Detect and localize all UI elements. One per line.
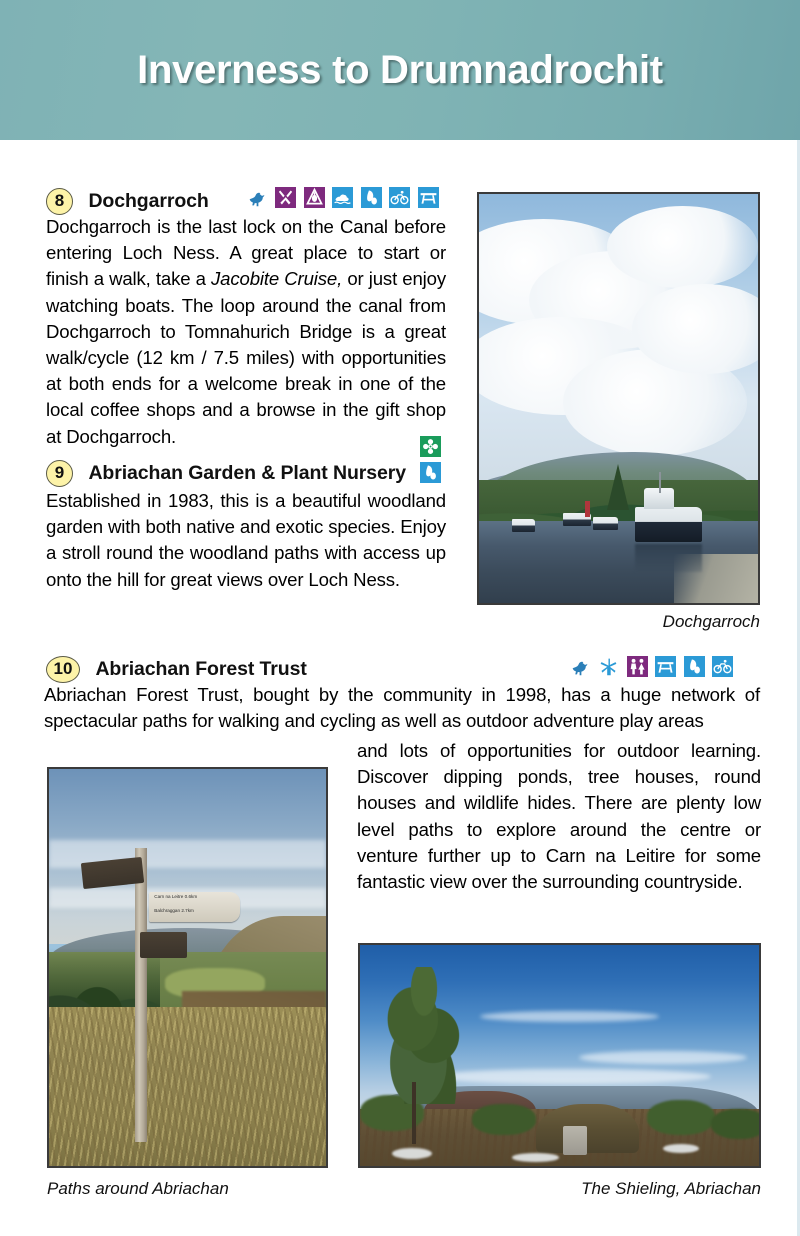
signpost-text-line1: Carn na Leitre 0.6km — [154, 894, 198, 900]
bird-icon — [247, 187, 268, 208]
entry-10-body-wrap-text: and lots of opportunities for outdoor learning. Discover dipping ponds, tree houses, round houses and wildlife hides. There are plenty low level paths to explore around the centre or venture further up to Carn na Leitire for some fantastic view over the surrounding countryside. — [357, 740, 761, 893]
walking-icon — [420, 462, 441, 483]
moored-boat — [512, 519, 534, 532]
red-sail — [585, 501, 590, 517]
snow-patch — [512, 1153, 560, 1162]
page-header — [0, 0, 800, 140]
bird-icon — [570, 656, 591, 677]
entry-10-heading — [46, 656, 307, 683]
entry-10-body-text: Abriachan Forest Trust, bought by the community in 1998, has a huge network of spectacular paths for walking and cycling as well as outdoor adventure play areas — [44, 684, 760, 732]
scrub — [472, 1104, 536, 1135]
cycling-icon — [389, 187, 410, 208]
signpost-caption: Paths around Abriachan — [47, 1179, 229, 1198]
signpost-photo — [47, 767, 328, 1168]
entry-9-body-text: Established in 1983, this is a beautiful woodland garden with both native and exotic species. Enjoy a stroll round the woodland paths with access up onto the hill for great views over Loch Ness. — [46, 490, 446, 590]
signpost-text-line2: Balchraggan 2.7km — [154, 907, 194, 913]
entry-8-body-italic: Jacobite Cruise, — [211, 268, 343, 290]
play-area-icon — [598, 656, 619, 677]
boat-mast — [659, 472, 661, 492]
scrub — [647, 1100, 715, 1135]
picnic-site-icon — [304, 187, 325, 208]
walking-icon — [361, 187, 382, 208]
entry-8-title: Dochgarroch — [88, 190, 209, 212]
entry-10-icon-row — [567, 656, 733, 677]
garden-icon — [420, 436, 441, 457]
entry-8-number-badge: 8 — [46, 188, 73, 215]
conifer — [607, 464, 629, 510]
entry-9-number-badge: 9 — [46, 460, 73, 487]
shieling-door — [563, 1126, 587, 1155]
entry-8-icon-row — [244, 187, 439, 208]
entry-9-title: Abriachan Garden & Plant Nursery — [88, 462, 407, 484]
entry-10-title: Abriachan Forest Trust — [95, 658, 307, 680]
entry-9-heading — [46, 460, 406, 487]
toilets-icon — [627, 656, 648, 677]
boat-reflection — [635, 544, 702, 573]
boat-trip-icon — [332, 187, 353, 208]
scrub — [711, 1109, 761, 1140]
pine-tree — [368, 967, 480, 1104]
picnic-table-icon — [655, 656, 676, 677]
snow-patch — [663, 1144, 699, 1153]
dochgarroch-photo — [477, 192, 760, 605]
turf-shieling — [536, 1104, 640, 1153]
shieling-caption: The Shieling, Abriachan — [581, 1179, 761, 1198]
entry-8-body-part-1: Dochgarroch is the last lock on the Canal before entering Loch Ness. A great place to start or finish a walk, take a — [46, 216, 446, 290]
entry-10-body-continued — [357, 738, 761, 895]
picnic-table-icon — [418, 187, 439, 208]
page-title: Inverness to Drumnadrochit — [137, 47, 663, 92]
cafe-icon — [275, 187, 296, 208]
walking-icon — [684, 656, 705, 677]
entry-8-body — [46, 214, 446, 450]
tree-trunk — [412, 1082, 416, 1144]
foreground-grass — [49, 1007, 326, 1166]
entry-10-body-intro — [44, 682, 760, 734]
moored-boat — [593, 517, 618, 530]
dochgarroch-caption: Dochgarroch — [662, 612, 760, 631]
cycling-icon — [712, 656, 733, 677]
entry-8-heading — [46, 188, 209, 215]
signpost-post — [135, 848, 147, 1142]
entry-8-body-part-2: or just enjoy watching boats. The loop around the canal from Dochgarroch to Tomnahurich Bridge is a great walk/cycle (12 km / 7.5 miles) with opportunities at both ends for a welcome break in one of the local coffee shops and a browse in the gift shop at Dochgarroch. — [46, 268, 446, 447]
signpost-arm-dark — [140, 932, 187, 958]
entry-10-number-badge: 10 — [46, 656, 80, 683]
shieling-photo — [358, 943, 761, 1168]
cruise-boat — [635, 507, 702, 542]
cloud — [607, 206, 758, 288]
entry-9-body — [46, 488, 446, 593]
